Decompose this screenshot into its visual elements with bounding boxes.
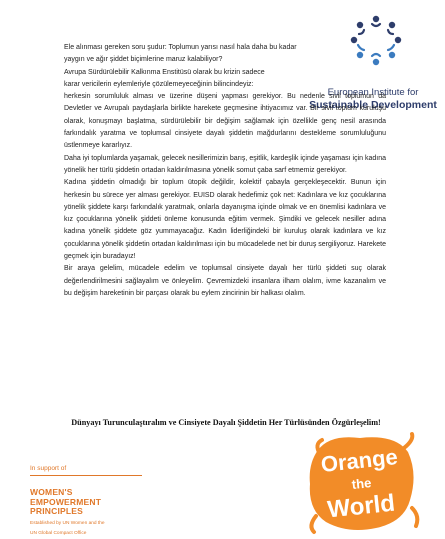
paragraph-2-line2: karar vericilerin eylemleriyle çözülemeyeceğinin bilincindeyiz: [64, 80, 254, 88]
paragraph-1-line2: yaygın ve ağır şiddet biçimlerine maruz kalabiliyor? [64, 56, 223, 64]
wep-title-line1: WOMEN'S [30, 487, 73, 497]
closing-slogan: Dünyayı Turunculaştıralım ve Cinsiyete Dayalı Şiddetin Her Türlüsünden Özgürleşelim! [71, 418, 381, 427]
paragraph-6: Bir araya gelelim, mücadele edelim ve toplumsal cinsiyete dayalı her türlü şiddeti suç olarak değerlendirilmesini sağlayalım ve önleyelim. Çevremizdeki insanlara ilham olalım, ivme kazanalım ve bu değişim hareketinin bir parçası olarak bu eylem zincirinin bir halkası olalım. [64, 265, 386, 297]
campaign-word-2: the [351, 475, 373, 493]
in-support-label: In support of [30, 465, 67, 472]
campaign-word-3: World [326, 489, 397, 524]
wep-title-line3: PRINCIPLES [30, 506, 84, 516]
paragraph-2-line1: Avrupa Sürdürülebilir Kalkınma Enstitüsü olarak bu krizin sadece [64, 68, 265, 76]
paragraph-1-line1: Ele alınması gereken soru şudur: Toplumun yarısı nasıl hala daha bu kadar [64, 44, 297, 51]
paragraph-5: Kadına şiddetin olmadığı bir toplum ütopik değildir, kolektif çabayla gerçekleşecektir. Bunun için herkesin bu sürece yer alması gerekiyor. EUISD olarak hedefimiz çok net: Kadınlara ve kız çocuklarına yönelik şiddete karşı farkındalık yaratmak, onlarla dayanışma içinde olmak ve en önemlisi kadınlara ve kız çocuklarına yönelik şiddeti önleme konusunda eğitim vermek. Şimdiki ve gelecek nesiller adına kadına yönelik şiddete göz yummayacağız. Kadın liderliğindeki bir kuruluş olarak kadınlara ve kız çocuklarına yönelik şiddetin ortadan kaldırılması için bu mücadelede net bir duruş sergiliyoruz. Harekete geçmek için buradayız! [64, 179, 386, 261]
campaign-word-1: Orange [319, 444, 399, 477]
wep-divider [30, 475, 142, 476]
wep-subtitle-line1: Established by UN Women and the [30, 520, 105, 526]
orange-the-world-icon [300, 430, 420, 535]
org-name-line2: Sustainable Development [309, 99, 437, 111]
paragraph-4: Daha iyi toplumlarda yaşamak, gelecek nesillerimizin barış, eşitlik, kardeşlik içinde yaşaması için kadına yönelik her türlü şiddetin ortadan kaldırılmasına yönelik somut çaba sarf etmemiz gerekiyor. [64, 154, 386, 174]
paragraph-3: herkesin sorumluluk alması ve üzerine düşeni yapması gerekiyor. Bu nedenle sivil toplumun da Devletler ve Avrupalı paydaşlarla birlikte harekete geçmesine ihtiyacımız var. Bir sivil toplum kuruluşu olarak, konuşmayı başlatma, sürdürülebilir bir değişim sağlamak için özellikle genç nesil arasında farkındalık yaratma ve toplumsal cinsiyete dayalı şiddetin mağdurlarını destekleme sorumluluğunu üstlenmeye kararlıyız. [64, 93, 386, 150]
wep-subtitle-line2: UN Global Compact Office [30, 530, 87, 536]
org-name-line1: European Institute for [327, 87, 419, 98]
wep-logo [30, 465, 180, 537]
letter-body [64, 42, 386, 300]
wep-title-line2: EMPOWERMENT [30, 496, 102, 507]
